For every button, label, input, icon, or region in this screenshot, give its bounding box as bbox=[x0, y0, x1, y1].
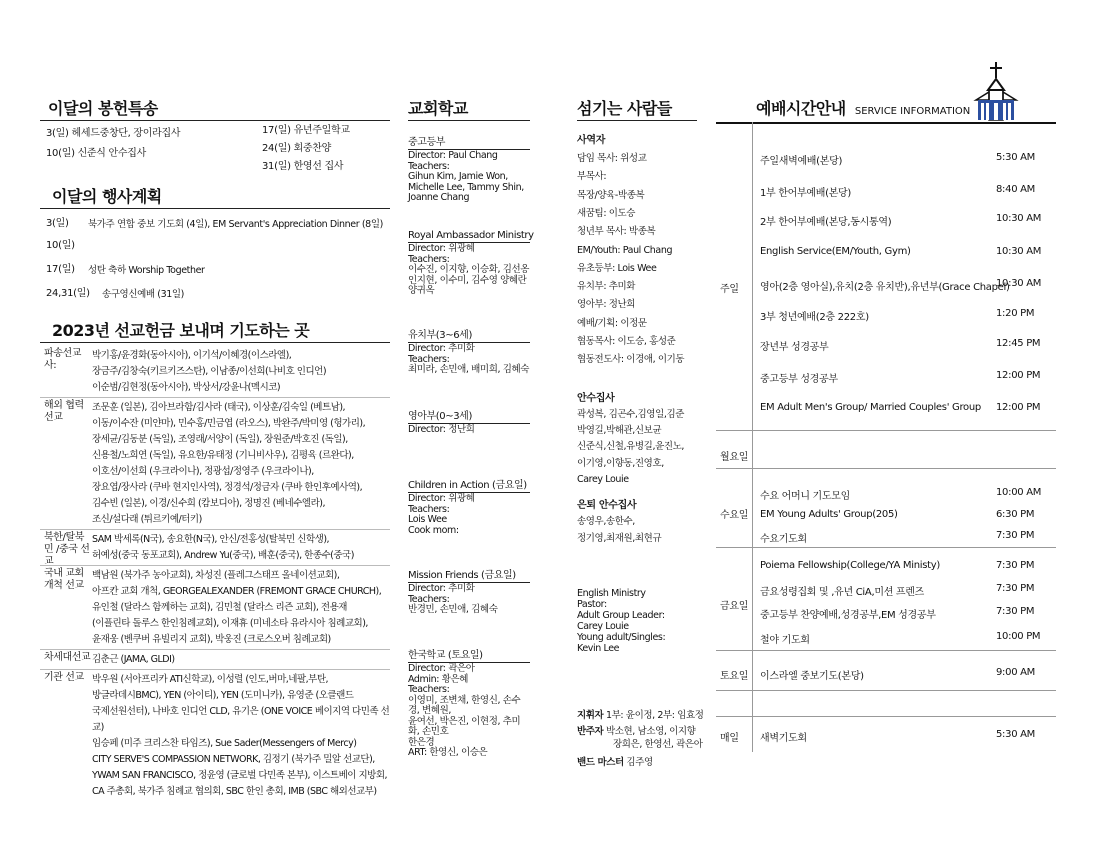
service-name: English Service(EM/Youth, Gym) bbox=[760, 246, 911, 257]
accompanist-label: 반주자 bbox=[577, 726, 604, 737]
service-time: 7:30 PM bbox=[996, 530, 1035, 541]
service-name: 금요성령집회 및 ,유년 CiA,미션 프렌즈 bbox=[760, 587, 925, 598]
offering-item: 17(일) 유년주일학교 bbox=[262, 125, 350, 136]
school-section-body: Director: 위광혜 Teachers: Lois Wee Cook mom: bbox=[408, 493, 475, 536]
school-section-body: Director: 추미화 Teachers: 최미라, 손민애, 배미희, 김혜숙 bbox=[408, 343, 530, 375]
service-separator bbox=[716, 468, 1056, 469]
events-rule bbox=[40, 208, 390, 209]
mission-row bbox=[44, 568, 390, 648]
service-time: 5:30 AM bbox=[996, 729, 1036, 740]
mission-label: 해외 협력 선교 bbox=[44, 400, 84, 423]
ministry-item: Young adult/Singles: bbox=[577, 632, 666, 643]
mission-label: 북한/탈북민 /중국 선교 bbox=[44, 532, 90, 567]
service-time: 12:00 PM bbox=[996, 370, 1041, 381]
service-name: 이스라엘 중보기도(본당) bbox=[760, 671, 864, 682]
service-time: 9:00 AM bbox=[996, 667, 1036, 678]
service-name: EM Young Adults' Group(205) bbox=[760, 509, 898, 520]
mission-text: 김춘근 (JAMA, GLDI) bbox=[92, 654, 175, 665]
service-name: 중고등부 성경공부 bbox=[760, 374, 838, 385]
event-date: 10(일) bbox=[46, 240, 75, 251]
offering-rule bbox=[40, 120, 390, 121]
deacon-item: 신준식,신철,유병길,윤진노, bbox=[577, 441, 685, 453]
ministry-item: Pastor: bbox=[577, 599, 607, 610]
school-section-body: Director: 정난희 bbox=[408, 424, 475, 435]
service-separator bbox=[716, 547, 1056, 548]
service-day: 월요일 bbox=[720, 452, 749, 463]
offering-item: 10(일) 신준식 안수집사 bbox=[46, 148, 146, 159]
service-name: 수요 어머니 기도모임 bbox=[760, 491, 850, 502]
staff-item: 협동목사: 이도승, 홍성준 bbox=[577, 336, 676, 347]
mission-row bbox=[44, 348, 390, 396]
mission-separator bbox=[40, 397, 390, 398]
event-date: 24,31(일) bbox=[46, 288, 90, 299]
service-time: 8:40 AM bbox=[996, 184, 1036, 195]
deacon-item: 이기영,이향동,진영호, bbox=[577, 457, 664, 469]
mission-row bbox=[44, 532, 390, 568]
school-section bbox=[408, 137, 530, 204]
mission-text: 백남원 (북가주 농아교회), 차성진 (플레그스태프 올네이션교회), 아프칸 교회 개척, GEORGEALEXANDER (FREMONT GRACE CHURCH), 유인철 (달라스 함께하는 교회), 김민철 (달라스 리즌 교회), 전용재 (이플린타 돌루스 한인침례교회), 이재휴 (미네소타 유라시아 침례교회), 윤재웅 (벤쿠버 유빌리지 교회), 박웅진 (크로스오버 침례교회) bbox=[92, 570, 382, 645]
ministry-item: Carey Louie bbox=[577, 621, 629, 632]
ministry-item: Adult Group Leader: bbox=[577, 610, 665, 621]
accompanist-value: 박소현, 남소영, 이지향 bbox=[605, 726, 696, 737]
school-section bbox=[408, 650, 530, 759]
service-name: 수요기도회 bbox=[760, 534, 807, 545]
service-separator bbox=[716, 430, 1056, 431]
service-separator bbox=[716, 716, 1056, 717]
service-day: 매일 bbox=[720, 733, 739, 744]
mission-row bbox=[44, 672, 390, 800]
service-title-ko: 예배시간안내 bbox=[756, 99, 846, 118]
staff-item: EM/Youth: Paul Chang bbox=[577, 244, 673, 256]
event-date: 17(일) bbox=[46, 264, 75, 275]
school-section bbox=[408, 330, 530, 376]
service-separator bbox=[716, 690, 1056, 691]
service-name: 장년부 성경공부 bbox=[760, 342, 829, 353]
mission-label: 국내 교회 개척 선교 bbox=[44, 568, 84, 591]
service-time: 5:30 AM bbox=[996, 152, 1036, 163]
retired-title: 은퇴 안수집사 bbox=[577, 500, 637, 511]
staff-item: 영아부: 정난희 bbox=[577, 299, 636, 311]
service-day: 수요일 bbox=[720, 510, 749, 521]
mission-separator bbox=[40, 529, 390, 530]
deacon-item: Carey Louie bbox=[577, 473, 629, 485]
service-time: 12:45 PM bbox=[996, 338, 1041, 349]
staff-item: 협동전도사: 이경애, 이기동 bbox=[577, 354, 685, 366]
school-section-body: Director: Paul Chang Teachers: Gihun Kim, Jamie Won, Michelle Lee, Tammy Shin, Joanne Chang bbox=[408, 150, 524, 203]
school-section-title: 영아부(0~3세) bbox=[408, 411, 472, 422]
event-text: 송구영신예배 (31일) bbox=[102, 289, 184, 300]
mission-text: 박우원 (서아프리카 ATI신학교), 이성렬 (인도,버마,네팔,부탄, 방글라데시BMC), YEN (아이티), YEN (도미니카), 유영준 (오클랜드 국제선원선터), 나바호 인디언 CLD, 유기은 (ONE VOICE 베이지역 다민족 선교) 임승페 (미주 크리스찬 타임즈), Sue Sader(Messengers of Mercy) CITY SERVE'S COMPASSION NETWORK, 김정기 (북가주 밀알 선교단), YWAM SAN FRANCISCO, 정윤영 (글로벌 다민족 본부), 이스트베이 지방회, CA 주총회, 북가주 침례교 협의회, SBC 한인 총회, IMB (SBC 해외선교부) bbox=[92, 674, 390, 797]
band-label: 밴드 마스터 bbox=[577, 757, 624, 768]
accompanist-value: 장희은, 한영선, 곽은아 bbox=[613, 739, 703, 750]
service-time: 10:30 AM bbox=[996, 278, 1042, 289]
service-rule bbox=[716, 122, 1056, 124]
school-section-title: Mission Friends (금요일) bbox=[408, 570, 516, 581]
service-time: 12:00 PM bbox=[996, 402, 1041, 413]
band-value: 김주영 bbox=[626, 757, 653, 768]
school-section bbox=[408, 570, 530, 616]
service-time: 7:30 PM bbox=[996, 560, 1035, 571]
service-name: EM Adult Men's Group/ Married Couples' Group bbox=[760, 402, 981, 413]
events-title: 이달의 행사계획 bbox=[52, 187, 162, 206]
accompanist-label-row bbox=[577, 726, 695, 737]
service-time: 7:30 PM bbox=[996, 583, 1035, 594]
school-section bbox=[408, 230, 534, 297]
service-time: 1:20 PM bbox=[996, 308, 1035, 319]
conductor-label: 지휘자 bbox=[577, 710, 604, 721]
servants-title: 섬기는 사람들 bbox=[577, 99, 672, 118]
deacon-item: 곽성복, 김곤수,김영일,김준 bbox=[577, 409, 685, 420]
service-time: 10:30 AM bbox=[996, 246, 1042, 257]
school-section-title: 유치부(3~6세) bbox=[408, 330, 472, 341]
servants-rule bbox=[577, 120, 697, 121]
deacon-item: 박영길,박해관,신보균 bbox=[577, 425, 662, 437]
retired-item: 송영우,송한수, bbox=[577, 516, 635, 527]
mission-text: 조문훈 (일본), 김아브라함/김사라 (태국), 이상훈/김숙일 (베트남), 이동/이수잔 (미얀마), 민수홍/민금엽 (라오스), 박완주/박미영 (헝가리), 장세균/김동분 (독일), 조영래/서양이 (독일), 장원준/박호진 (독일), 신용철/노희연 (독일), 유요한/유태정 (기니비사우), 김평육 (르완다), 이호선/이선희 (우크라이나), 정광섭/정영주 (우크라이나), 장요엽/장사라 (쿠바 현지인사역), 정경석/정금자 (쿠바 한인후예사역), 김수빈 (일본), 이경/신수희 (캄보디아), 정명진 (베네수엘라), 조신/설다래 (튀르키예/터키) bbox=[92, 402, 366, 525]
deacons-title: 안수집사 bbox=[577, 393, 615, 404]
school-section bbox=[408, 480, 530, 536]
retired-item: 정기영,최재원,최현규 bbox=[577, 532, 662, 544]
school-section-title: 중고등부 bbox=[408, 137, 446, 148]
service-name: Poiema Fellowship(College/YA Ministy) bbox=[760, 560, 940, 571]
service-title-en: SERVICE INFORMATION bbox=[854, 106, 971, 117]
ministry-item: English Ministry bbox=[577, 588, 646, 599]
service-name: 2부 한어부예배(본당,동시통역) bbox=[760, 217, 892, 228]
event-date: 3(일) bbox=[46, 218, 69, 229]
service-name: 중고등부 찬양예배,성경공부,EM 성경공부 bbox=[760, 610, 936, 621]
band-row bbox=[577, 757, 653, 768]
event-text: 성탄 축하 Worship Together bbox=[88, 265, 205, 276]
staff-item: 예배/기획: 이정문 bbox=[577, 317, 647, 329]
service-name: 새벽기도회 bbox=[760, 733, 807, 744]
staff-title: 사역자 bbox=[577, 135, 606, 146]
conductor-row bbox=[577, 710, 704, 721]
mission-label: 기관 선교 bbox=[44, 672, 84, 683]
service-separator bbox=[716, 650, 1056, 651]
mission-label: 차세대선교 bbox=[44, 652, 91, 663]
offering-title: 이달의 봉헌특송 bbox=[48, 99, 158, 118]
school-section bbox=[408, 411, 530, 436]
service-time: 10:30 AM bbox=[996, 213, 1042, 224]
conductor-value: 1부: 윤이정, 2부: 임효정 bbox=[605, 710, 704, 721]
service-name: 1부 한어부예배(본당) bbox=[760, 188, 852, 199]
offering-item: 24(일) 회중찬양 bbox=[262, 143, 332, 154]
offering-item: 31(일) 한영선 집사 bbox=[262, 161, 344, 172]
mission-rule bbox=[40, 342, 390, 343]
school-section-body: Director: 위광혜 Teachers: 이수진, 이지향, 이승화, 김선옹 인지현, 이수미, 김수영 양혜란 양귀옥 bbox=[408, 243, 530, 296]
mission-separator bbox=[40, 669, 390, 670]
staff-item: 담임 목사: 위성교 bbox=[577, 153, 647, 164]
service-time: 7:30 PM bbox=[996, 606, 1035, 617]
service-name: 영아(2층 영아실),유치(2층 유치반),유년부(Grace Chapel) bbox=[760, 282, 1010, 293]
school-section-title: 한국학교 (토요일) bbox=[408, 650, 483, 661]
service-title bbox=[756, 96, 970, 119]
church-icon bbox=[972, 60, 1020, 122]
offering-item: 3(일) 헤세드중창단, 장이라집사 bbox=[46, 128, 181, 139]
service-name: 주일새벽예배(본당) bbox=[760, 156, 843, 167]
church-school-rule bbox=[408, 120, 530, 121]
service-time: 10:00 AM bbox=[996, 487, 1042, 498]
service-name: 철야 기도회 bbox=[760, 635, 810, 646]
event-text: 북가주 연합 중보 기도회 (4일), EM Servant's Appreciation Dinner (8일) bbox=[88, 219, 383, 230]
mission-title: 2023년 선교헌금 보내며 기도하는 곳 bbox=[52, 321, 310, 340]
mission-text: 박기홍/윤경화(동아시아), 이기석/이혜경(이스라엘), 장금주/김창숙(키르키즈스탄), 이남종/이선희(나비호 인디언) 이순범/김현정(동아시아), 박상서/강윤나(멕시코) bbox=[92, 350, 327, 393]
school-section-title: Royal Ambassador Ministry bbox=[408, 230, 534, 241]
ministry-item: Kevin Lee bbox=[577, 643, 620, 654]
mission-label: 파송선교사: bbox=[44, 348, 82, 371]
staff-item: 부목사: bbox=[577, 171, 607, 183]
service-time: 6:30 PM bbox=[996, 509, 1035, 520]
service-day: 주일 bbox=[720, 284, 739, 295]
school-section-title: Children in Action (금요일) bbox=[408, 480, 527, 491]
mission-separator bbox=[40, 649, 390, 650]
staff-item: 새꿈팀: 이도승 bbox=[577, 207, 636, 219]
service-day: 토요일 bbox=[720, 671, 749, 682]
mission-row bbox=[44, 400, 390, 528]
service-day: 금요일 bbox=[720, 601, 749, 612]
service-divider bbox=[752, 122, 753, 752]
staff-item: 유초등부: Lois Wee bbox=[577, 262, 657, 274]
staff-item: 청년부 목사: 박종복 bbox=[577, 226, 656, 238]
school-section-body: Director: 추미화 Teachers: 반경민, 손민애, 김혜숙 bbox=[408, 583, 498, 615]
service-name: 3부 청년예배(2층 222호) bbox=[760, 312, 869, 323]
staff-item: 유치부: 추미화 bbox=[577, 281, 636, 293]
church-school-title: 교회학교 bbox=[408, 99, 468, 118]
mission-row bbox=[44, 652, 390, 668]
mission-text: SAM 박세록(N국), 송요한(N국), 안신/전홍성(탈북민 신학생), 허예성(중국 동포교회), Andrew Yu(중국), 배훈(중국), 한종수(중국) bbox=[92, 534, 354, 561]
staff-item: 목장/양육-박종복 bbox=[577, 189, 645, 201]
service-time: 10:00 PM bbox=[996, 631, 1041, 642]
mission-separator bbox=[40, 565, 390, 566]
school-section-body: Director: 곽은아 Admin: 황은혜 Teachers: 이영미, 조변채, 한영신, 손수경, 변혜원, 윤여선, 박은진, 이현정, 추미화, 손민호 한은경 ART: 한영신, 이승은 bbox=[408, 663, 521, 758]
